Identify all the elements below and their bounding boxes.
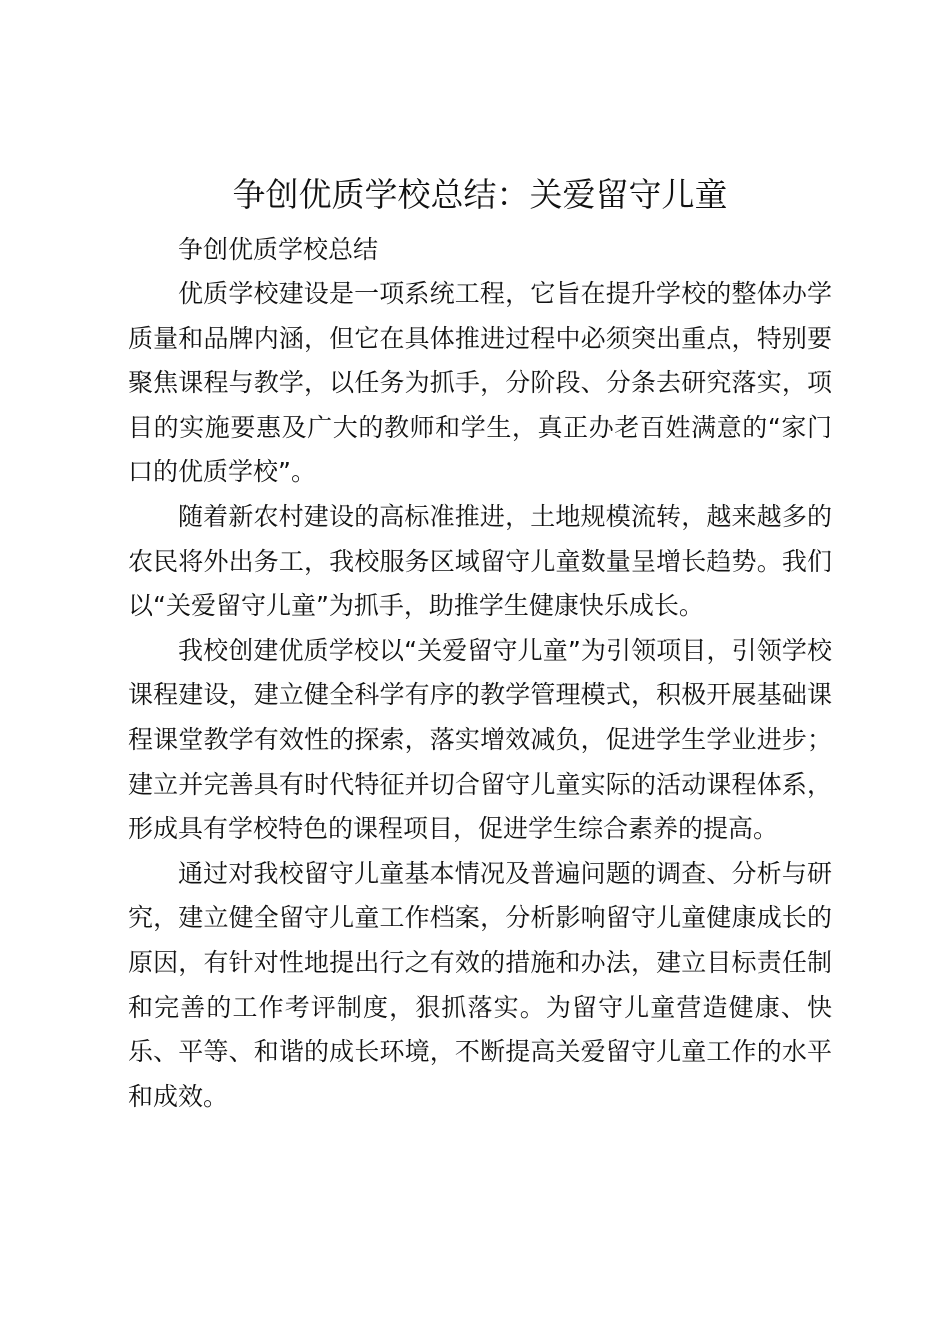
paragraph-2: 随着新农村建设的高标准推进，土地规模流转，越来越多的农民将外出务工，我校服务区域留守儿童数量呈增长趋势。我们以“关爱留守儿童”为抓手，助推学生健康快乐成长。	[128, 501, 832, 621]
paragraph-4: 通过对我校留守儿童基本情况及普遍问题的调查、分析与研究，建立健全留守儿童工作档案，分析影响留守儿童健康成长的原因，有针对性地提出行之有效的措施和办法，建立目标责任制和完善的工作考评制度，狠抓落实。为留守儿童营造健康、快乐、平等、和谐的成长环境，不断提高关爱留守儿童工作的水平和成效。	[128, 858, 832, 1111]
paragraph-1: 优质学校建设是一项系统工程，它旨在提升学校的整体办学质量和品牌内涵，但它在具体推进过程中必须突出重点，特别要聚焦课程与教学，以任务为抓手，分阶段、分条去研究落实，项目的实施要惠及广大的教师和学生，真正办老百姓满意的“家门口的优质学校”。	[128, 279, 832, 487]
document-page	[128, 172, 832, 1119]
paragraph-3: 我校创建优质学校以“关爱留守儿童”为引领项目，引领学校课程建设，建立健全科学有序的教学管理模式，积极开展基础课程课堂教学有效性的探索，落实增效减负，促进学生学业进步；建立并完善具有时代特征并切合留守儿童实际的活动课程体系，形成具有学校特色的课程项目，促进学生综合素养的提高。	[128, 635, 832, 844]
document-title: 争创优质学校总结：关爱留守儿童	[232, 175, 728, 214]
document-subtitle: 争创优质学校总结	[178, 235, 379, 264]
